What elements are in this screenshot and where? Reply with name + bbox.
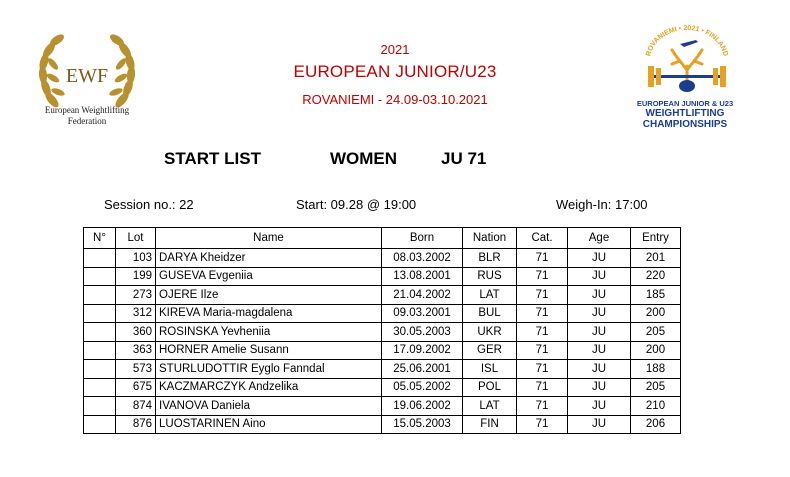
column-header-entry: Entry (631, 228, 681, 249)
championship-line2: WEIGHTLIFTING (645, 108, 725, 119)
session-start-time: Start: 09.28 @ 19:00 (296, 197, 417, 212)
championship-logo (632, 20, 742, 100)
athlete-born: 17.09.2002 (382, 341, 463, 360)
athlete-number (84, 304, 116, 323)
athlete-number (84, 286, 116, 305)
table-row (84, 304, 681, 323)
start-list-category: JU 71 (441, 149, 487, 168)
athlete-age: JU (568, 360, 631, 379)
athlete-age: JU (568, 249, 631, 268)
athlete-age: JU (568, 415, 631, 434)
athlete-nation: BLR (463, 249, 517, 268)
athlete-born: 21.04.2002 (382, 286, 463, 305)
athlete-nation: LAT (463, 397, 517, 416)
table-header-row (84, 228, 681, 249)
plane-icon (680, 40, 698, 47)
athlete-age: JU (568, 341, 631, 360)
table-row (84, 286, 681, 305)
athlete-entry: 220 (631, 267, 681, 286)
athlete-category: 71 (517, 286, 568, 305)
start-list-label: START LIST (164, 149, 261, 168)
table-row (84, 415, 681, 434)
athlete-category: 71 (517, 378, 568, 397)
athlete-born: 13.08.2001 (382, 267, 463, 286)
athlete-number (84, 249, 116, 268)
athlete-number (84, 397, 116, 416)
athlete-entry: 210 (631, 397, 681, 416)
athlete-category: 71 (517, 304, 568, 323)
athlete-category: 71 (517, 360, 568, 379)
table-row (84, 397, 681, 416)
athlete-entry: 188 (631, 360, 681, 379)
athlete-lot: 876 (116, 415, 156, 434)
athlete-born: 19.06.2002 (382, 397, 463, 416)
athlete-name: OJERE Ilze (156, 286, 382, 305)
athlete-age: JU (568, 378, 631, 397)
event-place-dates: ROVANIEMI - 24.09-03.10.2021 (302, 92, 488, 107)
session-number: Session no.: 22 (104, 197, 194, 212)
start-list-group: WOMEN (330, 149, 398, 168)
athlete-number (84, 415, 116, 434)
athlete-lot: 360 (116, 323, 156, 342)
table-row (84, 360, 681, 379)
athlete-name: KACZMARCZYK Andzelika (156, 378, 382, 397)
athlete-born: 05.05.2002 (382, 378, 463, 397)
athlete-category: 71 (517, 397, 568, 416)
athlete-entry: 200 (631, 304, 681, 323)
athlete-nation: GER (463, 341, 517, 360)
column-header-nation: Nation (463, 228, 517, 249)
ewf-logo-text: EWF (65, 65, 109, 87)
table-row (84, 341, 681, 360)
championship-line3: CHAMPIONSHIPS (642, 119, 728, 130)
athlete-name: GUSEVA Evgeniia (156, 267, 382, 286)
athlete-category: 71 (517, 249, 568, 268)
athlete-lot: 363 (116, 341, 156, 360)
event-title: EUROPEAN JUNIOR/U23 (293, 62, 497, 81)
athlete-age: JU (568, 397, 631, 416)
athlete-number (84, 341, 116, 360)
start-list-table (83, 227, 681, 434)
athlete-name: ROSINSKA Yevheniia (156, 323, 382, 342)
athlete-entry: 201 (631, 249, 681, 268)
federation-name-line1: European Weightlifting (44, 105, 130, 115)
athlete-nation: RUS (463, 267, 517, 286)
athlete-lot: 103 (116, 249, 156, 268)
column-header-name: Name (156, 228, 382, 249)
column-header-lot: Lot (116, 228, 156, 249)
athlete-name: DARYA Kheidzer (156, 249, 382, 268)
athlete-age: JU (568, 267, 631, 286)
athlete-number (84, 267, 116, 286)
athlete-entry: 205 (631, 378, 681, 397)
athlete-entry: 185 (631, 286, 681, 305)
athlete-name: LUOSTARINEN Aino (156, 415, 382, 434)
athlete-age: JU (568, 286, 631, 305)
athlete-lot: 675 (116, 378, 156, 397)
federation-name-line2: Federation (67, 116, 107, 126)
athlete-entry: 200 (631, 341, 681, 360)
table-row (84, 249, 681, 268)
athlete-nation: UKR (463, 323, 517, 342)
athlete-category: 71 (517, 415, 568, 434)
athlete-lot: 199 (116, 267, 156, 286)
athlete-category: 71 (517, 341, 568, 360)
athlete-nation: ISL (463, 360, 517, 379)
athlete-lot: 573 (116, 360, 156, 379)
championship-line1: EUROPEAN JUNIOR & U23 (636, 99, 734, 108)
table-row (84, 378, 681, 397)
athlete-name: IVANOVA Daniela (156, 397, 382, 416)
athlete-born: 08.03.2002 (382, 249, 463, 268)
athlete-lot: 273 (116, 286, 156, 305)
athlete-category: 71 (517, 267, 568, 286)
athlete-born: 15.05.2003 (382, 415, 463, 434)
athlete-number (84, 360, 116, 379)
column-header-category: Cat. (517, 228, 568, 249)
column-header-born: Born (382, 228, 463, 249)
athlete-entry: 205 (631, 323, 681, 342)
athlete-born: 09.03.2001 (382, 304, 463, 323)
athlete-born: 25.06.2001 (382, 360, 463, 379)
athlete-age: JU (568, 304, 631, 323)
championship-arc-text: ROVANIEMI • 2021 • FINLAND (645, 24, 729, 57)
athlete-nation: LAT (463, 286, 517, 305)
athlete-age: JU (568, 323, 631, 342)
athlete-name: KIREVA Maria-magdalena (156, 304, 382, 323)
athlete-category: 71 (517, 323, 568, 342)
athlete-number (84, 323, 116, 342)
table-row (84, 323, 681, 342)
athlete-born: 30.05.2003 (382, 323, 463, 342)
athlete-name: STURLUDOTTIR Eyglo Fanndal (156, 360, 382, 379)
athlete-nation: FIN (463, 415, 517, 434)
column-header-age: Age (568, 228, 631, 249)
event-year: 2021 (380, 42, 410, 57)
weigh-in-time: Weigh-In: 17:00 (556, 197, 648, 212)
table-row (84, 267, 681, 286)
athlete-name: HORNER Amelie Susann (156, 341, 382, 360)
athlete-nation: BUL (463, 304, 517, 323)
column-header-number: N° (84, 228, 116, 249)
athlete-entry: 206 (631, 415, 681, 434)
athlete-nation: POL (463, 378, 517, 397)
athlete-lot: 874 (116, 397, 156, 416)
athlete-lot: 312 (116, 304, 156, 323)
svg-text:ROVANIEMI • 2021 • FINLAND (645, 25, 728, 57)
athlete-number (84, 378, 116, 397)
